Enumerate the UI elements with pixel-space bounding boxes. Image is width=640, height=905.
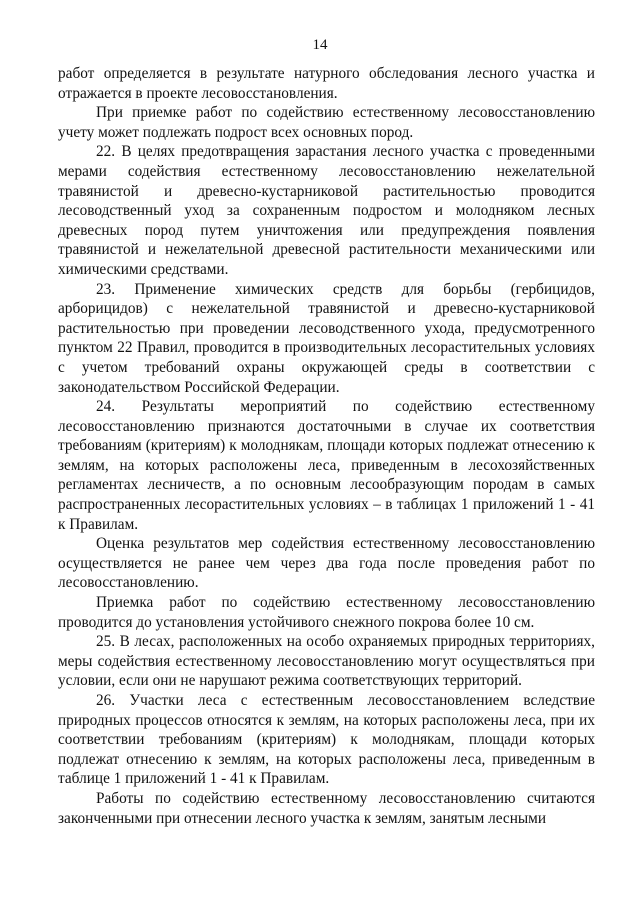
paragraph-24: 24. Результаты мероприятий по содействию естественному лесовосстановлению признаются достаточными в случае их соответствия требованиям (критериям) к молоднякам, площади которых подлежат отнесению к землям, на которых расположены леса, приведенным в лесохозяйственных регламентах лесничеств, а по основным лесообразующим породам в самых распространенных лесорастительных условиях – в таблицах 1 приложений 1 - 41 к Правилам. — [58, 398, 595, 533]
paragraph-26: 26. Участки леса с естественным лесовосстановлением вследствие природных процессов относятся к землям, на которых расположены леса, при их соответствии требованиям (критериям) к молоднякам, площади которых подлежат отнесению к землям, на которых расположены леса, приведенным в таблице 1 приложений 1 - 41 к Правилам. — [58, 692, 595, 788]
paragraph-completion: Работы по содействию естественному лесовосстановлению считаются законченными при отнесении лесного участка к землям, занятым лесными — [58, 789, 595, 827]
paragraph-22: 22. В целях предотвращения зарастания лесного участка с проведенными мерами содействия естественному лесовосстановлению нежелательной травянистой и древесно-кустарниковой растительностью проводится лесоводственный уход за сохраненным подростом и молодняком лесных древесных пород путем уничтожения или предупреждения появления травянистой и нежелательной древесной растительности механическими или химическими средствами. — [58, 143, 595, 278]
paragraph-assessment: Оценка результатов мер содействия естественному лесовосстановлению осуществляется не ранее чем через два года после проведения работ по лесовосстановлению. — [58, 535, 595, 592]
page-number: 14 — [312, 37, 328, 53]
paragraph-continuation: работ определяется в результате натурного обследования лесного участка и отражается в проекте лесовосстановления. — [58, 65, 595, 102]
paragraph-23: 23. Применение химических средств для борьбы (гербицидов, арборицидов) с нежелательной травянистой и древесно-кустарниковой растительностью при проведении лесоводственного ухода, предусмотренного пунктом 22 Правил, проводится в производительных лесорастительных условиях с учетом требований охраны окружающей среды в соответствии с законодательством Российской Федерации. — [58, 280, 595, 396]
document-body — [58, 64, 595, 828]
paragraph-acceptance-undergrowth: При приемке работ по содействию естественному лесовосстановлению учету может подлежать подрост всех основных пород. — [58, 104, 595, 141]
paragraph-25: 25. В лесах, расположенных на особо охраняемых природных территориях, меры содействия естественному лесовосстановлению могут осуществляться при условии, если они не нарушают режима соответствующих территорий. — [58, 633, 595, 690]
paragraph-acceptance-snow: Приемка работ по содействию естественному лесовосстановлению проводится до установления устойчивого снежного покрова более 10 см. — [58, 594, 595, 631]
